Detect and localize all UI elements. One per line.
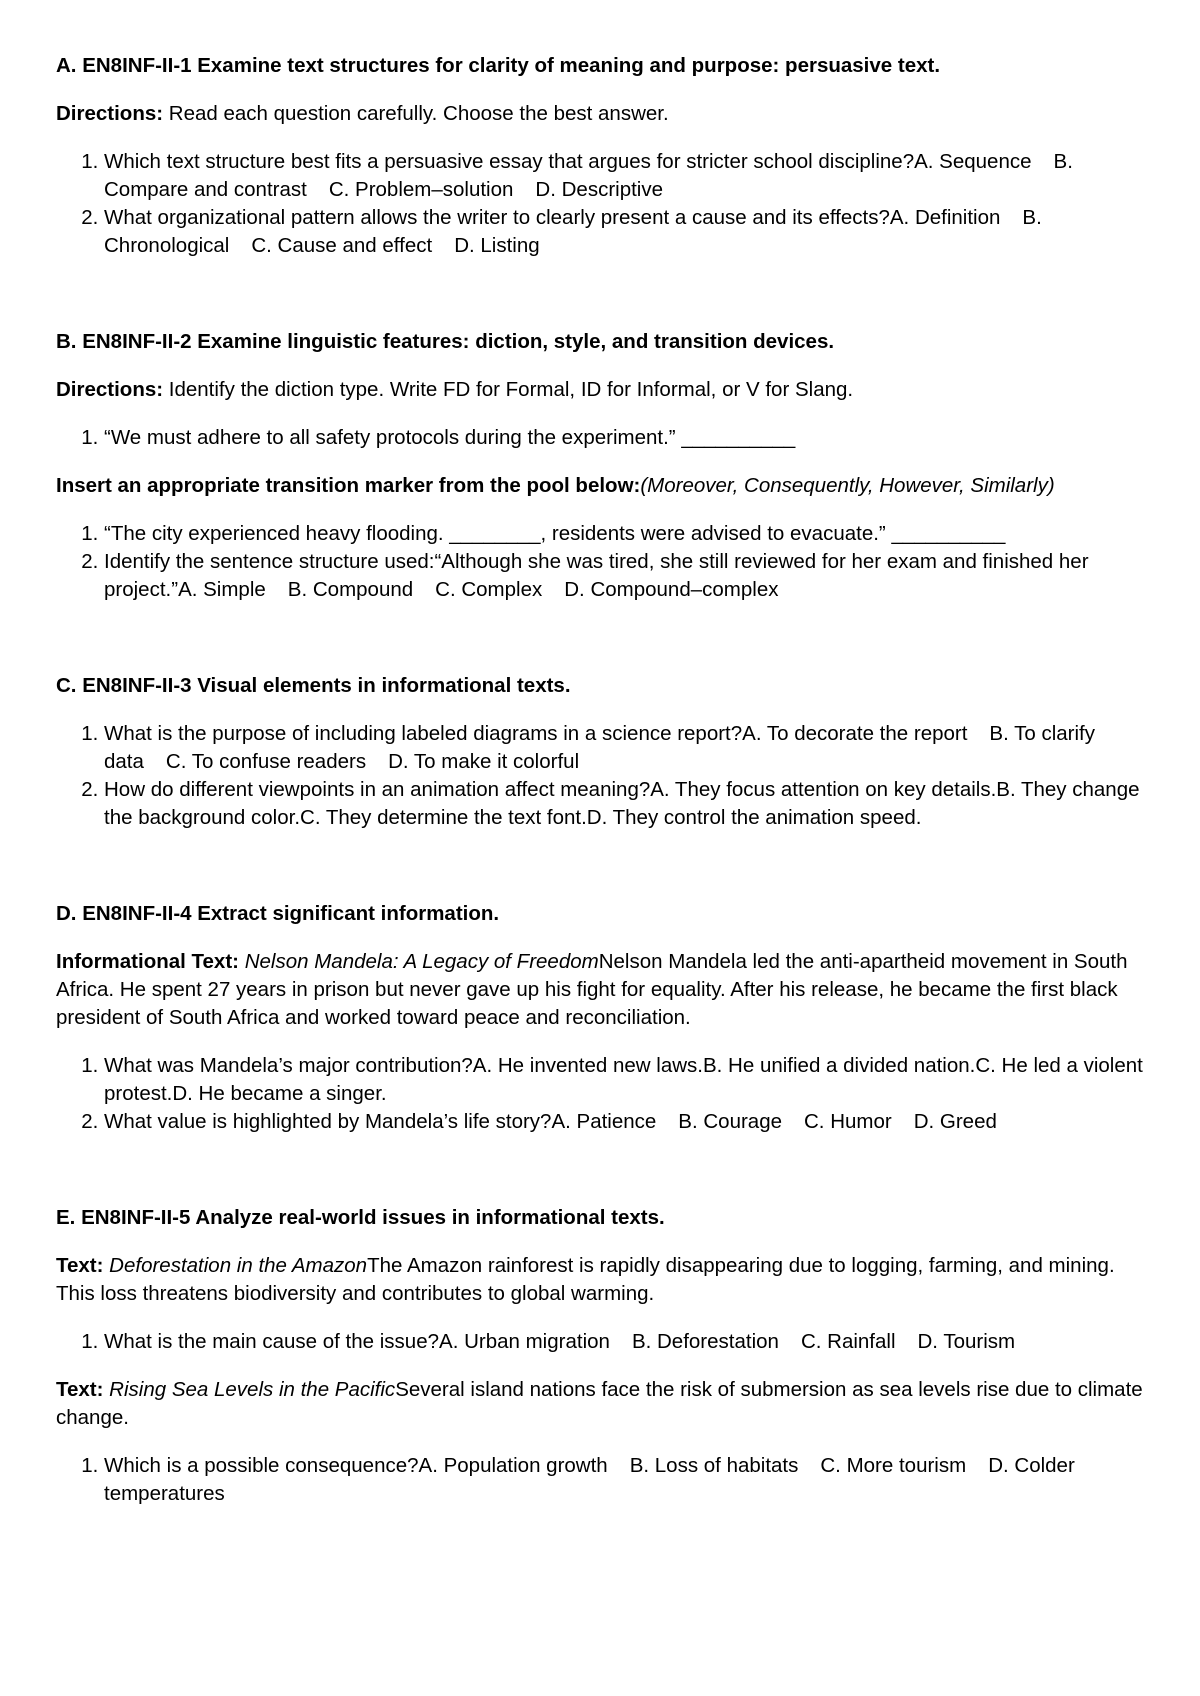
- option: B. Compound: [287, 578, 414, 601]
- option: B. Compare and contrast: [104, 150, 1073, 201]
- section-e-text-2: [56, 1376, 1156, 1432]
- section-d-questions: [56, 1052, 1156, 1136]
- option: B. Deforestation: [631, 1330, 779, 1353]
- text-title: Nelson Mandela: A Legacy of Freedom: [244, 950, 599, 973]
- option: B. To clarify data: [104, 722, 1095, 773]
- question-item: [104, 1328, 1156, 1356]
- option: A. Urban migration: [439, 1330, 610, 1353]
- section-e-title: E. EN8INF-II-5 Analyze real-world issues in informational texts.: [56, 1206, 665, 1229]
- question-item: [104, 148, 1156, 204]
- section-e-questions-1: [56, 1328, 1156, 1356]
- option: C. Humor: [804, 1110, 892, 1133]
- option: A. Sequence: [914, 150, 1032, 173]
- section-b-diction-questions: [56, 424, 1156, 452]
- section-d-informational-text: [56, 948, 1156, 1032]
- option: C. Problem–solution: [328, 178, 514, 201]
- section-b-title: B. EN8INF-II-2 Examine linguistic features: diction, style, and transition devices.: [56, 330, 835, 353]
- question-stem: Which is a possible consequence?: [104, 1454, 419, 1477]
- option: B. Chronological: [104, 206, 1042, 257]
- option: C. Cause and effect: [251, 234, 433, 257]
- section-e-text-1: [56, 1252, 1156, 1308]
- section-d-title: D. EN8INF-II-4 Extract significant information.: [56, 902, 500, 925]
- option: D. Tourism: [917, 1330, 1016, 1353]
- option: C. More tourism: [820, 1454, 967, 1477]
- option: D. Greed: [913, 1110, 997, 1133]
- text-label: Text:: [56, 1254, 104, 1277]
- option: D. To make it colorful: [388, 750, 580, 773]
- directions-text: Read each question carefully. Choose the best answer.: [163, 102, 669, 125]
- question-item: 1. What was Mandela’s major contribution?A. He invented new laws.B. He unified a divided nation.C. He led a violent protest.D. He became a singer.: [104, 1052, 1156, 1108]
- worksheet-page: [56, 52, 1156, 1508]
- question-stem: Which text structure best fits a persuasive essay that argues for stricter school discipline?: [104, 150, 915, 173]
- section-b-transition-questions: [56, 520, 1156, 604]
- option: A. Simple: [178, 578, 266, 601]
- text-label: Text:: [56, 1378, 104, 1401]
- option: C. Complex: [435, 578, 543, 601]
- question-stem: Identify the sentence structure used:“Although she was tired, she still reviewed for her exam and finished her project.”: [104, 550, 1089, 601]
- section-c-title: C. EN8INF-II-3 Visual elements in informational texts.: [56, 674, 571, 697]
- text-title: Rising Sea Levels in the Pacific: [109, 1378, 396, 1401]
- option: C. Rainfall: [800, 1330, 896, 1353]
- section-c-questions: [56, 720, 1156, 832]
- section-e-questions-2: [56, 1452, 1156, 1508]
- directions-text: Identify the diction type. Write FD for Formal, ID for Informal, or V for Slang.: [163, 378, 854, 401]
- question-item: [104, 1452, 1156, 1508]
- option: D. Listing: [454, 234, 540, 257]
- text-label: Informational Text:: [56, 950, 239, 973]
- option: D. Colder temperatures: [104, 1454, 1075, 1505]
- question-item: [104, 204, 1156, 260]
- section-b-directions: [56, 376, 1156, 404]
- question-item: [104, 548, 1156, 604]
- question-stem: What value is highlighted by Mandela’s life story?: [104, 1110, 552, 1133]
- section-a-directions: [56, 100, 1156, 128]
- section-a-title: A. EN8INF-II-1 Examine text structures for clarity of meaning and purpose: persuasive text.: [56, 54, 941, 77]
- question-stem: What is the main cause of the issue?: [104, 1330, 440, 1353]
- transition-pool: (Moreover, Consequently, However, Similarly): [640, 474, 1055, 497]
- option: A. To decorate the report: [742, 722, 968, 745]
- question-item: 1. “We must adhere to all safety protocols during the experiment.” __________: [104, 424, 1156, 452]
- option: B. Loss of habitats: [629, 1454, 799, 1477]
- option: A. Patience: [551, 1110, 657, 1133]
- question-item: 1. “The city experienced heavy flooding. ________, residents were advised to evacuate.” __________: [104, 520, 1156, 548]
- question-stem: What organizational pattern allows the writer to clearly present a cause and its effects?: [104, 206, 890, 229]
- option: D. Compound–complex: [564, 578, 779, 601]
- question-stem: What is the purpose of including labeled diagrams in a science report?: [104, 722, 743, 745]
- text-title: Deforestation in the Amazon: [109, 1254, 368, 1277]
- insert-label: Insert an appropriate transition marker from the pool below:: [56, 474, 641, 497]
- text-body: Nelson Mandela led the anti-apartheid movement in South Africa. He spent 27 years in prison but never gave up his fight for equality. After his release, he became the first black president of South Africa and worked toward peace and reconciliation.: [56, 950, 1128, 1029]
- text-body: Several island nations face the risk of submersion as sea levels rise due to climate change.: [56, 1378, 1143, 1429]
- question-item: [104, 1108, 1156, 1136]
- option: C. To confuse readers: [165, 750, 367, 773]
- option: D. Descriptive: [535, 178, 664, 201]
- text-body: The Amazon rainforest is rapidly disappearing due to logging, farming, and mining. This loss threatens biodiversity and contributes to global warming.: [56, 1254, 1115, 1305]
- question-item: 2. How do different viewpoints in an animation affect meaning?A. They focus attention on key details.B. They change the background color.C. They determine the text font.D. They control the animation speed.: [104, 776, 1156, 832]
- section-b-insert-instructions: [56, 472, 1156, 500]
- option: B. Courage: [678, 1110, 782, 1133]
- directions-label: Directions:: [56, 378, 164, 401]
- directions-label: Directions:: [56, 102, 164, 125]
- section-a-questions: [56, 148, 1156, 260]
- question-item: [104, 720, 1156, 776]
- option: A. Definition: [889, 206, 1001, 229]
- option: A. Population growth: [418, 1454, 608, 1477]
